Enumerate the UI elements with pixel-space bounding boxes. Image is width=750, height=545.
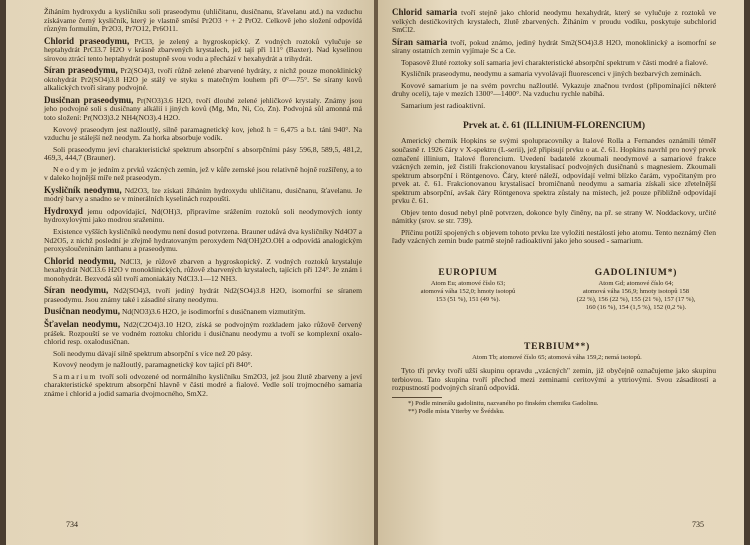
paragraph-heading: Síran praseodymu, (44, 65, 118, 76)
element-data-line: 160 (16 %), 154 (1,5 %), 152 (0,2 %). (585, 304, 687, 312)
body-paragraph (44, 126, 362, 143)
body-paragraph (392, 102, 716, 111)
paragraph-text: Nd(NO3)3.6 H2O, je isodimorfní s dusičnanem vizmutitým. (121, 307, 306, 317)
paragraph-heading: Chlorid neodymu, (44, 255, 117, 266)
section-title: Prvek at. č. 61 (ILLINIUM-FLORENCIUM) (462, 121, 646, 132)
paragraph-text: Samarium jest radioaktivní. (401, 100, 486, 110)
paragraph-heading: Dusičnan neodymu, (44, 306, 121, 317)
page-number-left: 734 (66, 520, 78, 529)
element-gadolinium (557, 269, 715, 312)
element-data-line: Atom Tb; atomové číslo 65; atomová váha 159,2; nemá isotopů. (472, 354, 642, 362)
paragraph-heading: Kysličník neodymu, (44, 184, 122, 195)
spaced-term: Samarium (53, 371, 98, 381)
right-page (378, 0, 744, 545)
paragraph-text: Pr(NO3)3.6 H2O, tvoří dlouhé zelené jehličkové krystaly. Známy jsou jeho podvojné soli s dusičnany alkálií i jiných kovů (Mg, Mn, Ni, Co, Zn). Podvojná sůl amonná má toto složení: Pr(NO3)3.2 NH4(NO3).4 H2O. (44, 95, 362, 123)
element-name: EUROPIUM (438, 268, 498, 279)
body-paragraph (44, 186, 362, 204)
body-paragraph (392, 70, 716, 79)
footnote-rule (392, 397, 442, 398)
paragraph-text: jemu odpovídající, Nd(OH)3, připravíme srážením roztoků soli neodymových ionty hydroxylovými jako modrou sraženinu. (44, 206, 362, 225)
body-paragraph (392, 8, 716, 35)
closing-paragraph: Tyto tři prvky tvoří užší skupinu opravdu „vzácných" zemin, již obyčejně označujeme jako skupinu terbiovou. Tato skupina tvoří přechod mezi zeminami ceritovými a yttriovými. Svou zásaditostí a rozpustností podvojných síranů odpovídá. (392, 366, 716, 393)
spaced-term: Neodym (53, 164, 89, 174)
paragraph-text: Existence vyšších kysličníků neodymu není dosud potvrzena. Brauner udává dva kysličníky Nd4O7 a Nd2O5, z nichž poslední je zřejmě hydratovaným peroxydem Nd(OH)2O.OH a odpovídá analogickým peroxysloučeninám lanthanu a praseodymu. (44, 227, 362, 254)
body-paragraph (44, 166, 362, 183)
paragraph-text: NdCl3, je růžově zbarven a hygroskopický. Z vodných roztoků krystaluje hexahydrát NdCl3.6 H2O v monoklinických, růžově zbarvených krystalech, tajících při 124°. Je znám i monohydrát. Bezvodá sůl tvoří amoniakáty NdCl3.1—12 NH3. (44, 256, 362, 283)
paragraph-text: tvoří, pokud známo, jediný hydrát Sm2(SO4)3.8 H2O, monoklinický a isomorfní se sírany ostatních zemin vyjímaje Sc a Ce. (392, 37, 716, 56)
body-paragraph (44, 8, 362, 34)
section-paragraph: Americký chemik Hopkins se svými spolupracovníky a Italové Rolla a Fernandes oznámili téměř současně r. 1926 čáry v X-spektru (L-serii), jež připisují prvku o at. č. 61. Hopkins navrhl pro nový prvek označení illinium, Italové florencium. Uvedení badatelé zkoumali neodymové a samariové frakce vzácných zemin, jež čistili frakcionovanou krystalisací podvojných dusičnanů s magnesiem. Zkoumali spektrum absorpční i Röntgenovo. Čáry, které náleží, odpovídají velmi blízko čarám, vypočitaným pro prvek at. č. 61. Frakcionovanou krystalisací bromičnanů neodymu a samaria získali sice zřetelnější spektrum absorpční, avšak čáry Röntgenova spektra zůstaly na místech, jež pouze přibližně odpovídají prvku č. 61. (392, 136, 716, 206)
body-paragraph (44, 361, 362, 370)
body-paragraph (44, 96, 362, 123)
element-data-line: Atom Gd; atomové číslo 64; (598, 280, 674, 288)
element-data-line: atomová váha 156,9; hmoty isotopů 158 (582, 288, 690, 296)
footnote: **) Podle místa Ytterby ve Švédsku. (408, 407, 505, 415)
paragraph-text: Kysličník praseodymu, neodymu a samaria vyvolávají fluorescenci v jiných bezbarvých zeminách. (401, 69, 702, 79)
body-paragraph (392, 38, 716, 56)
paragraph-text: Žíháním hydroxydu a kysličníku soli praseodymu (uhličitanu, dusičnanu, šťavelanu atd.) na vzduchu získávame černý kysličník, který je vlastně směsí Pr2O3 + + 2 PrO2. Celkově jeho složení odpovídá různým formulím, Pr2O3, Pr7O12, Pr6O11. (44, 7, 362, 34)
body-paragraph (392, 82, 716, 99)
right-page-body (392, 8, 716, 113)
body-paragraph (44, 257, 362, 284)
paragraph-text: Kovový neodym je nažloutlý, paramagnetický kov tající při 840°. (53, 360, 253, 370)
element-name: GADOLINIUM*) (594, 268, 678, 279)
paragraph-heading: Šťavelan neodymu, (44, 318, 121, 329)
paragraph-text: Kovové samarium je na svém povrchu nažloutlé. Vykazuje značnou tvrdost (připomínající některé druhy oceli), taje v mezích 1300°—1400°. Na vzduchu rychle nabíhá. (392, 80, 716, 99)
paragraph-heading: Síran samaria (392, 36, 448, 47)
element-europium (392, 269, 544, 304)
footnote: *) Podle minerálu gadolinitu, nazvaného po finském chemiku Gadolinu. (408, 399, 599, 407)
paragraph-text: tvoří soli odvozené od normálního kysličníku Sm2O3, jež jsou žlutě zbarveny a jeví charakteristické spektrum absorpční hlavně v části modré a fialové. Vedle solí trojmocného samaria známe i chlorid a jodid samaria dvojmocného, SmX2. (44, 371, 362, 398)
body-paragraph (392, 59, 716, 68)
body-paragraph (44, 350, 362, 359)
element-data-line: 153 (51 %), 151 (49 %). (435, 296, 501, 304)
paragraph-text: PrCl3, je zelený a hygroskopický. Z vodných roztoků vylučuje se heptahydrát PrCl3.7 H2O v krásně zbarvených krystalech, jež tají při 111° (Baxter). Nad kyselinou sírovou ztrácí tento heptahydrát postupně svou vodu a přechází v hexahydrát a trihydrát. (44, 36, 362, 63)
paragraph-text: Topasově žluté roztoky solí samaria jeví charakteristické absorpční spektrum v části modré a fialové. (401, 57, 708, 67)
section-body (392, 137, 716, 249)
paragraph-text: Soli neodymu dávají silně spektrum absorpční s více než 20 pásy. (53, 348, 253, 358)
element-data-line: Atom Eu; atomové číslo 63; (430, 280, 506, 288)
body-paragraph (44, 37, 362, 64)
paragraph-text: Nd2O3, lze získati žíháním hydroxydu uhličitanu, dusičnanu, šťavelanu. Je modrý barvy a snadno se v minerálních kyselinách rozpouští. (44, 185, 362, 204)
element-block (392, 269, 716, 367)
paragraph-heading: Chlorid praseodymu, (44, 35, 130, 46)
left-page (6, 0, 376, 545)
body-paragraph (44, 228, 362, 254)
section-paragraph: Příčinu potíží spojených s objevem tohoto prvku lze vyložiti nestálostí jeho atomu. Tento neznámý člen řady vzácných zemin bude patrně stejně radioaktivní jako jeho soused - samarium. (392, 227, 716, 246)
page-number-right: 735 (692, 520, 704, 529)
element-name: TERBIUM**) (523, 342, 591, 353)
paragraph-heading: Chlorid samaria (392, 7, 458, 17)
element-data-line: (22 %), 156 (22 %), 155 (21 %), 157 (17 %), (576, 296, 696, 304)
body-paragraph (44, 373, 362, 399)
paragraph-text: tvoří stejně jako chlorid neodymu hexahydrát, který se vylučuje z roztoků ve velkých destičkovitých krystalech, žlutě zbarvených. Žíháním v proudu vodíku, poskytuje subchlorid SmCl2. (392, 8, 716, 35)
paragraph-text: Nd2(SO4)3, tvoří jediný hydrát Nd2(SO4)3.8 H2O, isomorfní se síranem praseodymu. Jsou známy také i zásadité sírany neodymu. (44, 286, 363, 304)
paragraph-text: Nd2(C2O4)3.10 H2O, získá se podvojným rozkladem jako růžově červený prášek. Rozpouští se ve vodném roztoku chloridu i dusičnanu neodymu a tvoří se komplexní oxalo-chlorid resp. oxalodusičnan. (44, 319, 362, 347)
paragraph-text: Pr2(SO4)3, tvoří růžně zelené zbarvené hydráty, z nichž pouze monoklinický oktohydrát Pr2(SO4)3.8 H2O je stálý ve styku s matečným louhem při 0°—75°. Se sírany kovů alkalických tvoří sírany podvojné. (44, 66, 362, 93)
section-paragraph: Objev tento dosud nebyl plně potvrzen, dokonce byly činěny, na př. se strany W. Noddackovy, určité námitky (srov. se str. 739). (392, 207, 716, 226)
paragraph-text: Kovový praseodym jest nažloutlý, silně paramagnetický kov, jehož h = 6,475 a b.t. táni 940°. Na vzduchu je stálejší než neodym. Za horka absorbuje vodík. (44, 124, 362, 143)
body-paragraph (44, 66, 362, 93)
element-data-line: atomová váha 152,0; hmoty isotopů (420, 288, 516, 296)
body-paragraph (44, 207, 362, 225)
body-paragraph (44, 320, 362, 347)
body-paragraph (44, 146, 362, 163)
left-page-body (44, 8, 362, 401)
paragraph-heading: Hydroxyd (44, 205, 83, 216)
body-paragraph (44, 307, 362, 317)
paragraph-text: Soli praseodymu jeví charakteristické spektrum absorpční s absorpčními pásy 596,8, 589,5, 481,2, 469,3, 444,7 (Brauner). (44, 144, 362, 163)
paragraph-heading: Síran neodymu, (44, 285, 109, 296)
element-terbium (412, 343, 702, 362)
body-paragraph (44, 286, 362, 304)
paragraph-heading: Dusičnan praseodymu, (44, 94, 134, 105)
paragraph-text: je jedním z prvků vzácných zemin, jež v kůře zemské jsou relativně hojně rozšířeny, a to v daleko hojnější míře než praseodym. (44, 164, 362, 183)
